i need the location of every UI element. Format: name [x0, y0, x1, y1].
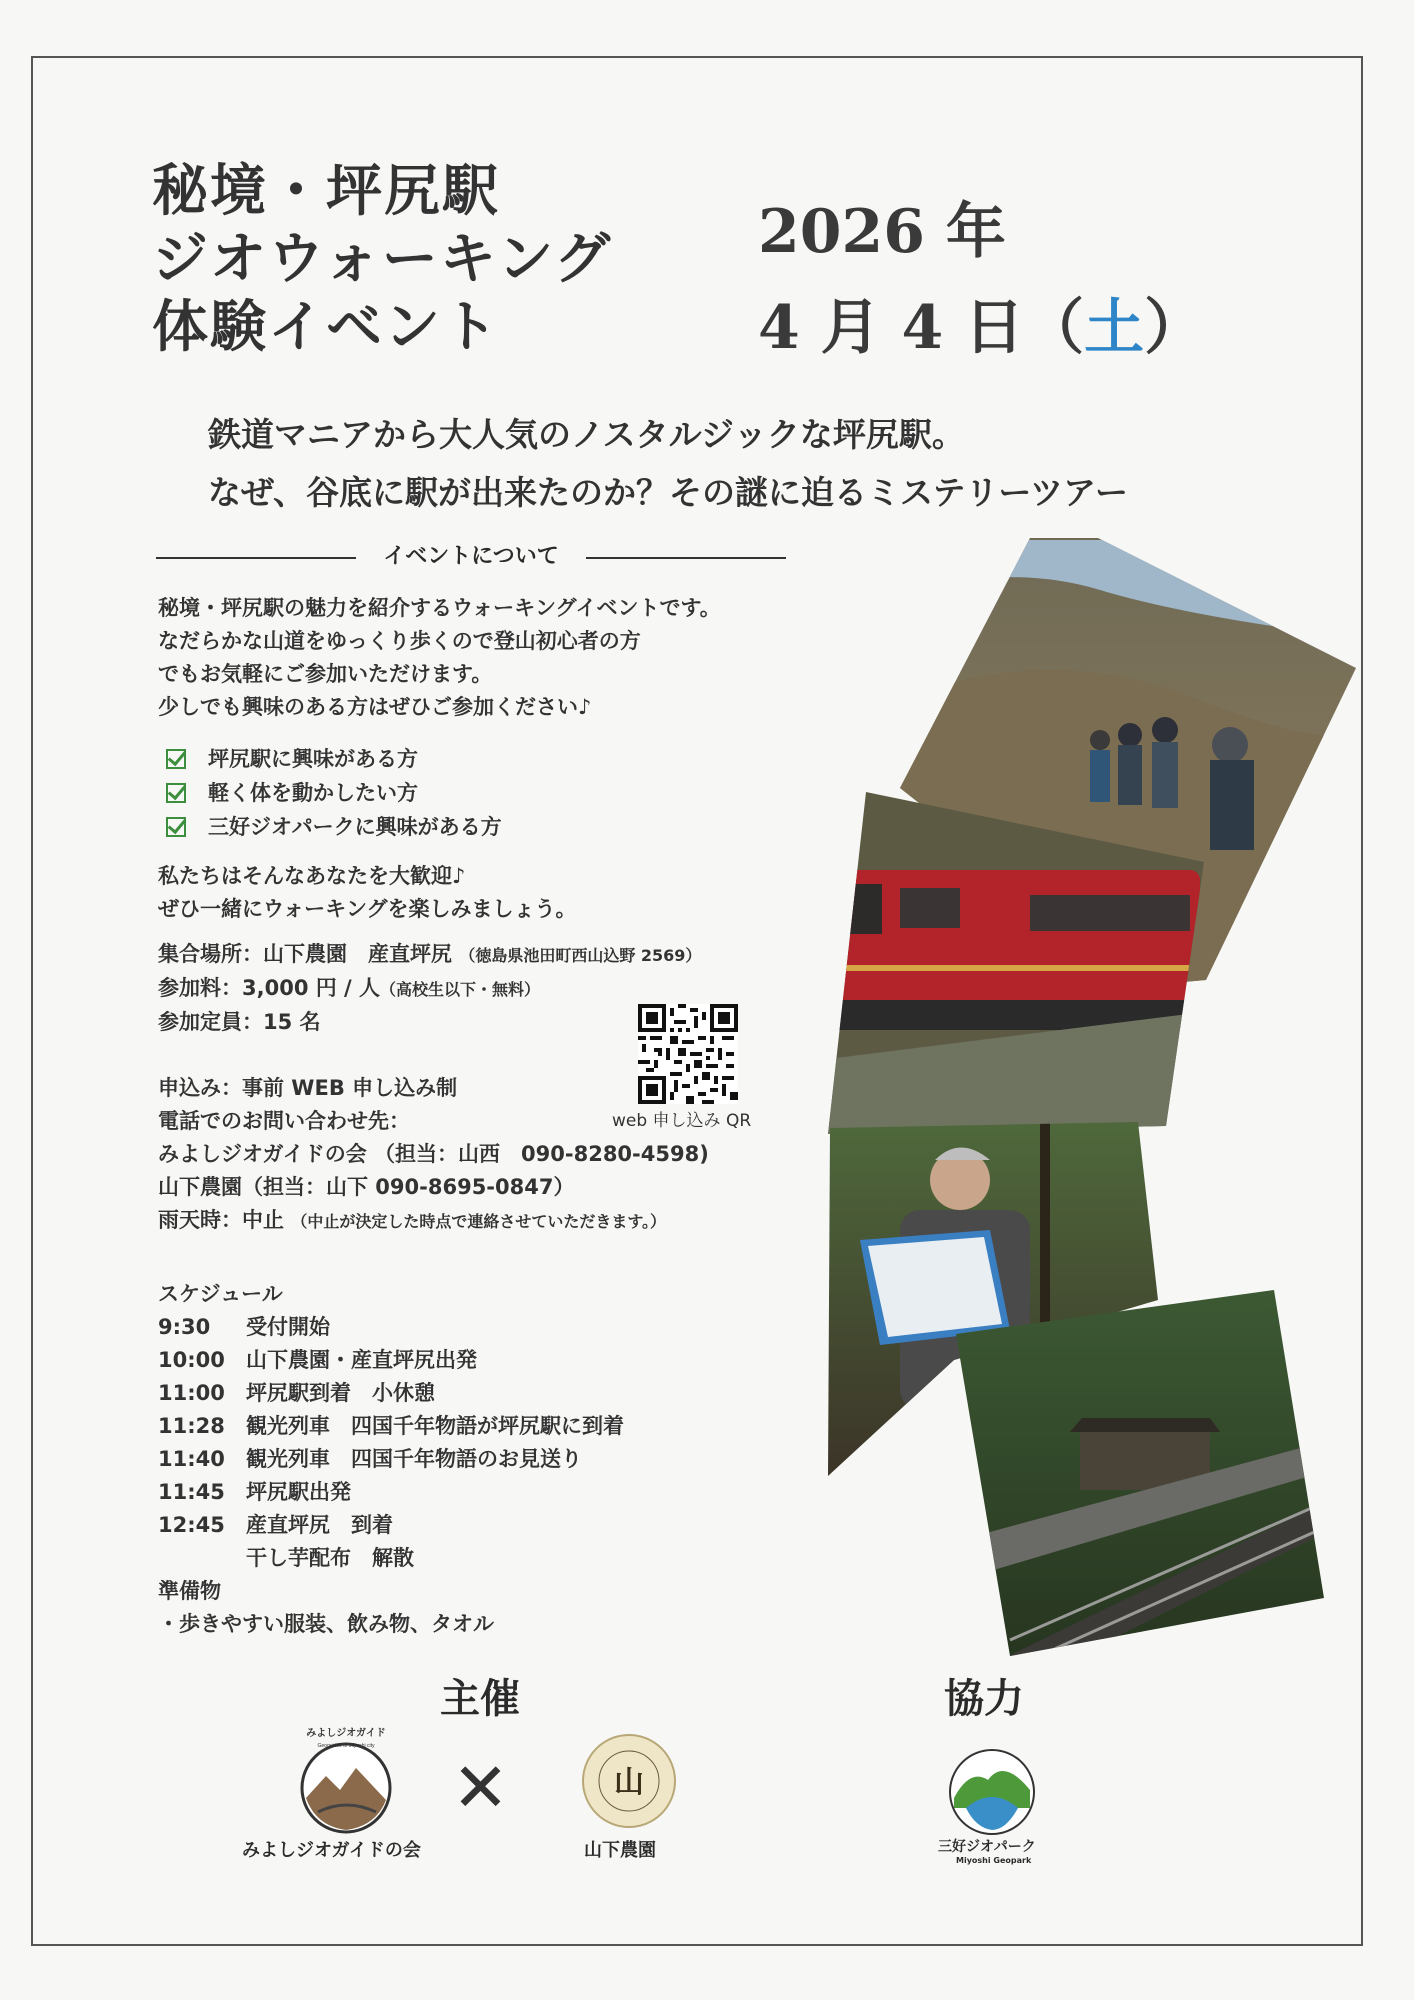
- fee-label: 参加料：3,000 円 / 人: [158, 976, 381, 1000]
- checkbox-icon: [166, 783, 186, 803]
- welcome-line-1: 私たちはそんなあなたを大歓迎♪: [158, 864, 466, 888]
- schedule-text: 観光列車 四国千年物語のお見送り: [246, 1447, 582, 1471]
- schedule-text: 干し芋配布 解散: [246, 1546, 414, 1570]
- schedule-time: 10:00: [158, 1348, 225, 1372]
- schedule-row: [158, 1344, 624, 1377]
- schedule-text: 産直坪尻 到着: [246, 1513, 393, 1537]
- contact-farm: 山下農園（担当：山下 090-8695-0847）: [158, 1175, 575, 1199]
- schedule-row: [158, 1509, 624, 1542]
- welcome-text: [158, 860, 577, 926]
- about-line-3: でもお気軽にご参加いただけます。: [158, 662, 493, 686]
- schedule-row: [158, 1542, 624, 1575]
- checklist-label: 坪尻駅に興味がある方: [208, 746, 418, 771]
- about-paragraph: [158, 592, 721, 724]
- event-title: [152, 158, 612, 362]
- schedule: [158, 1278, 624, 1641]
- host-heading: 主催: [440, 1676, 520, 1722]
- rain-policy: [158, 1204, 709, 1238]
- schedule-text: 観光列車 四国千年物語が坪尻駅に到着: [246, 1414, 624, 1438]
- checklist-label: 軽く体を動かしたい方: [208, 780, 418, 805]
- date-year: 2026 年: [758, 197, 1006, 267]
- date-open-paren: （: [1024, 293, 1085, 363]
- logo-farm-mark: 山: [614, 1765, 644, 1800]
- host2-name: 山下農園: [584, 1840, 656, 1861]
- about-line-4: 少しでも興味のある方はぜひご参加ください♪: [158, 695, 592, 719]
- about-line-2: なだらかな山道をゆっくり歩くので登山初心者の方: [158, 629, 641, 653]
- checklist-item: [166, 776, 502, 810]
- schedule-time: 11:28: [158, 1414, 225, 1438]
- fee-note: （高校生以下・無料）: [380, 980, 541, 999]
- logo-geoguide-text: みよしジオガイド: [306, 1728, 386, 1739]
- schedule-row: [158, 1311, 624, 1344]
- about-line-1: 秘境・坪尻駅の魅力を紹介するウォーキングイベントです。: [158, 596, 721, 620]
- logo-geoguide-sub: Geoguides of Miyoshi city: [317, 1743, 375, 1749]
- coop1-sub: Miyoshi Geopark: [956, 1856, 1032, 1865]
- schedule-time: 9:30: [158, 1315, 211, 1339]
- schedule-time: 11:40: [158, 1447, 225, 1471]
- checklist-item: [166, 742, 502, 776]
- schedule-row: [158, 1443, 624, 1476]
- yamashita-farm-logo: [580, 1732, 678, 1830]
- checkbox-icon: [166, 749, 186, 769]
- rain-note: （中止が決定した時点で連絡させていただきます。）: [291, 1212, 667, 1231]
- prep-item: ・歩きやすい服装、飲み物、タオル: [158, 1612, 494, 1636]
- apply-method: 申込み：事前 WEB 申し込み制: [158, 1076, 458, 1100]
- event-info: [158, 938, 701, 1039]
- schedule-time: 12:45: [158, 1513, 225, 1537]
- date-close-paren: ）: [1144, 293, 1205, 363]
- about-section-heading: [156, 542, 786, 572]
- phone-heading: 電話でのお問い合わせ先：: [158, 1109, 410, 1133]
- lead-line-1: 鉄道マニアから大人気のノスタルジックな坪尻駅。: [208, 415, 965, 454]
- date-day-line: [758, 280, 1204, 376]
- capacity: 参加定員：15 名: [158, 1010, 321, 1034]
- meeting-place-label: 集合場所：山下農園 産直坪尻: [158, 942, 452, 966]
- title-line-2: ジオウォーキング: [152, 227, 613, 292]
- checklist-item: [166, 810, 502, 844]
- lead-line-2: なぜ、谷底に駅が出来たのか？その謎に迫るミステリーツアー: [208, 473, 1129, 512]
- collaboration-cross-icon: ✕: [452, 1749, 509, 1828]
- prep-heading: 準備物: [158, 1579, 221, 1603]
- schedule-text: 坪尻駅出発: [246, 1480, 351, 1504]
- fee: [158, 972, 701, 1006]
- qr-label: web 申し込み QR: [612, 1111, 752, 1131]
- about-heading-label: イベントについて: [383, 544, 559, 569]
- rain-label: 雨天時：中止: [158, 1208, 284, 1232]
- date-weekday: 土: [1084, 293, 1145, 363]
- date-day: 4 月 4 日: [758, 293, 1025, 363]
- meeting-place: [158, 938, 701, 972]
- schedule-text: 山下農園・産直坪尻出発: [246, 1348, 477, 1372]
- contact-info: [158, 1072, 709, 1238]
- miyoshi-geoguide-logo: [296, 1728, 396, 1838]
- miyoshi-geopark-logo: [946, 1746, 1038, 1838]
- title-line-1: 秘境・坪尻駅: [152, 159, 500, 224]
- checklist-label: 三好ジオパークに興味がある方: [208, 814, 502, 839]
- schedule-time: [158, 1542, 246, 1575]
- schedule-heading: スケジュール: [158, 1282, 283, 1306]
- target-checklist: [166, 742, 502, 844]
- schedule-row: [158, 1377, 624, 1410]
- host1-name: みよしジオガイドの会: [242, 1840, 421, 1861]
- schedule-text: 坪尻駅到着 小休憩: [246, 1381, 435, 1405]
- schedule-text: 受付開始: [246, 1315, 330, 1339]
- welcome-line-2: ぜひ一緒にウォーキングを楽しみましょう。: [158, 897, 577, 921]
- schedule-row: [158, 1410, 624, 1443]
- schedule-time: 11:00: [158, 1381, 225, 1405]
- lead-text: [208, 406, 1128, 522]
- checkbox-icon: [166, 817, 186, 837]
- schedule-row: [158, 1476, 624, 1509]
- schedule-time: 11:45: [158, 1480, 225, 1504]
- heading-rule-right: [586, 557, 786, 559]
- contact-guide: みよしジオガイドの会 （担当：山西 090-8280-4598): [158, 1142, 709, 1166]
- title-line-3: 体験イベント: [152, 295, 500, 360]
- event-date: [758, 184, 1204, 376]
- coop1-name: 三好ジオパーク: [938, 1839, 1036, 1855]
- meeting-address: （徳島県池田町西山込野 2569）: [459, 946, 702, 965]
- coop-heading: 協力: [944, 1676, 1024, 1722]
